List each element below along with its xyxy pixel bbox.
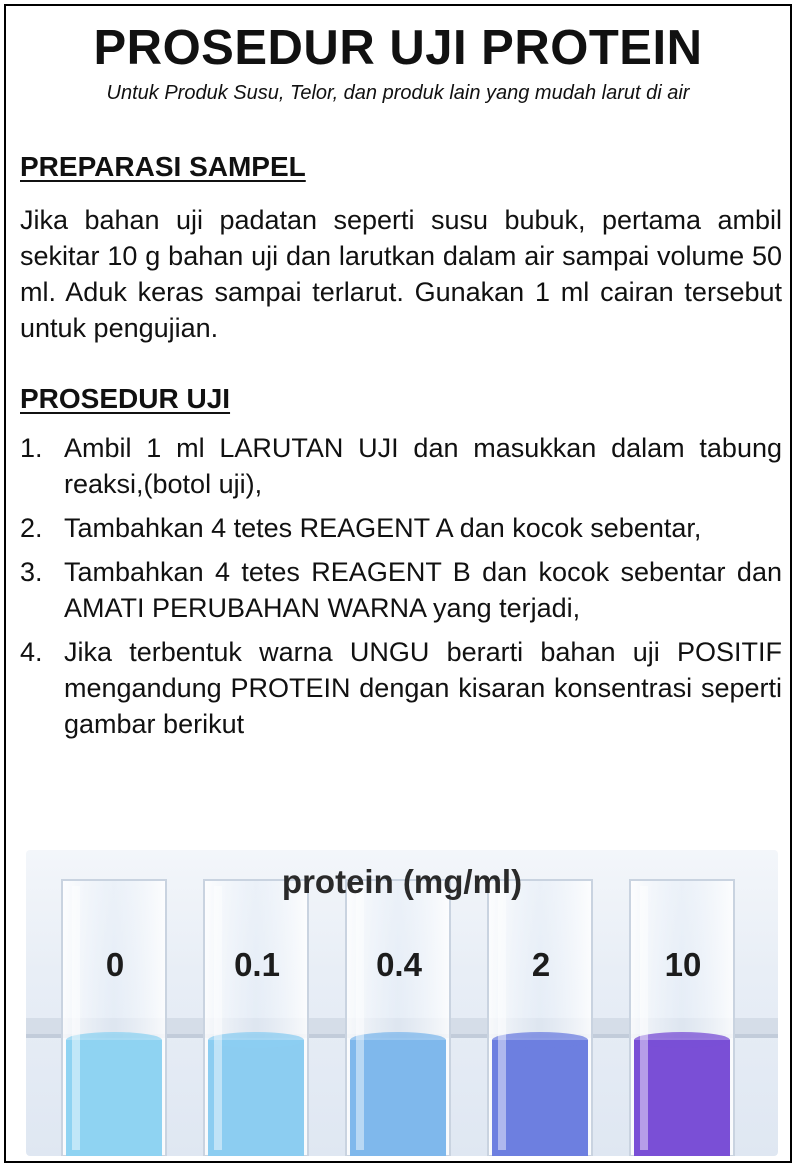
tubes-group xyxy=(62,880,734,1156)
test-tube xyxy=(488,880,592,1156)
procedure-step xyxy=(20,510,782,546)
protein-color-chart-photo xyxy=(26,850,778,1156)
tube-liquid xyxy=(66,1040,162,1156)
test-tube xyxy=(346,880,450,1156)
tube-value-label: 0 xyxy=(105,946,125,983)
tube-meniscus xyxy=(66,1032,162,1048)
tube-highlight xyxy=(356,886,364,1150)
tube-meniscus xyxy=(208,1032,304,1048)
tube-meniscus xyxy=(634,1032,730,1048)
tube-meniscus xyxy=(492,1032,588,1048)
page-subtitle: Untuk Produk Susu, Telor, dan produk lain yang mudah larut di air xyxy=(106,82,690,104)
test-tube xyxy=(630,880,734,1156)
tube-value-label: 0.4 xyxy=(376,946,422,983)
chart-label: protein (mg/ml) xyxy=(281,863,523,900)
procedure-step xyxy=(20,430,782,502)
step-number: 1. xyxy=(20,433,43,463)
procedure-step xyxy=(20,554,782,626)
step-text: Ambil 1 ml LARUTAN UJI dan masukkan dalam tabung reaksi,(botol uji), xyxy=(64,433,782,499)
step-text: Jika terbentuk warna UNGU berarti bahan uji POSITIF mengandung PROTEIN dengan kisaran konsentrasi seperti gambar berikut xyxy=(64,637,782,739)
tube-meniscus xyxy=(350,1032,446,1048)
tube-value-label: 0.1 xyxy=(234,946,280,983)
tube-highlight xyxy=(72,886,80,1150)
tube-liquid xyxy=(492,1040,588,1156)
section-heading-procedure: PROSEDUR UJI xyxy=(20,383,231,414)
tube-liquid xyxy=(634,1040,730,1156)
tube-value-label: 2 xyxy=(531,946,551,983)
tube-liquid xyxy=(208,1040,304,1156)
procedure-step xyxy=(20,634,782,742)
tube-highlight xyxy=(214,886,222,1150)
tube-value-label: 10 xyxy=(664,946,702,983)
step-number: 2. xyxy=(20,513,43,543)
procedure-steps-list xyxy=(20,430,782,750)
section-heading-preparation: PREPARASI SAMPEL xyxy=(20,151,306,182)
tube-highlight xyxy=(498,886,506,1150)
page-title: PROSEDUR UJI PROTEIN xyxy=(93,21,703,75)
test-tube xyxy=(204,880,308,1156)
step-number: 4. xyxy=(20,637,43,667)
step-number: 3. xyxy=(20,557,43,587)
tube-highlight xyxy=(640,886,648,1150)
preparation-paragraph: Jika bahan uji padatan seperti susu bubuk, pertama ambil sekitar 10 g bahan uji dan larutkan dalam air sampai volume 50 ml. Aduk keras sampai terlarut. Gunakan 1 ml cairan tersebut untuk pengujian. xyxy=(20,205,782,343)
tube-liquid xyxy=(350,1040,446,1156)
step-text: Tambahkan 4 tetes REAGENT A dan kocok sebentar, xyxy=(64,513,702,543)
test-tube xyxy=(62,880,166,1156)
step-text: Tambahkan 4 tetes REAGENT B dan kocok sebentar dan AMATI PERUBAHAN WARNA yang terjadi, xyxy=(64,557,782,623)
